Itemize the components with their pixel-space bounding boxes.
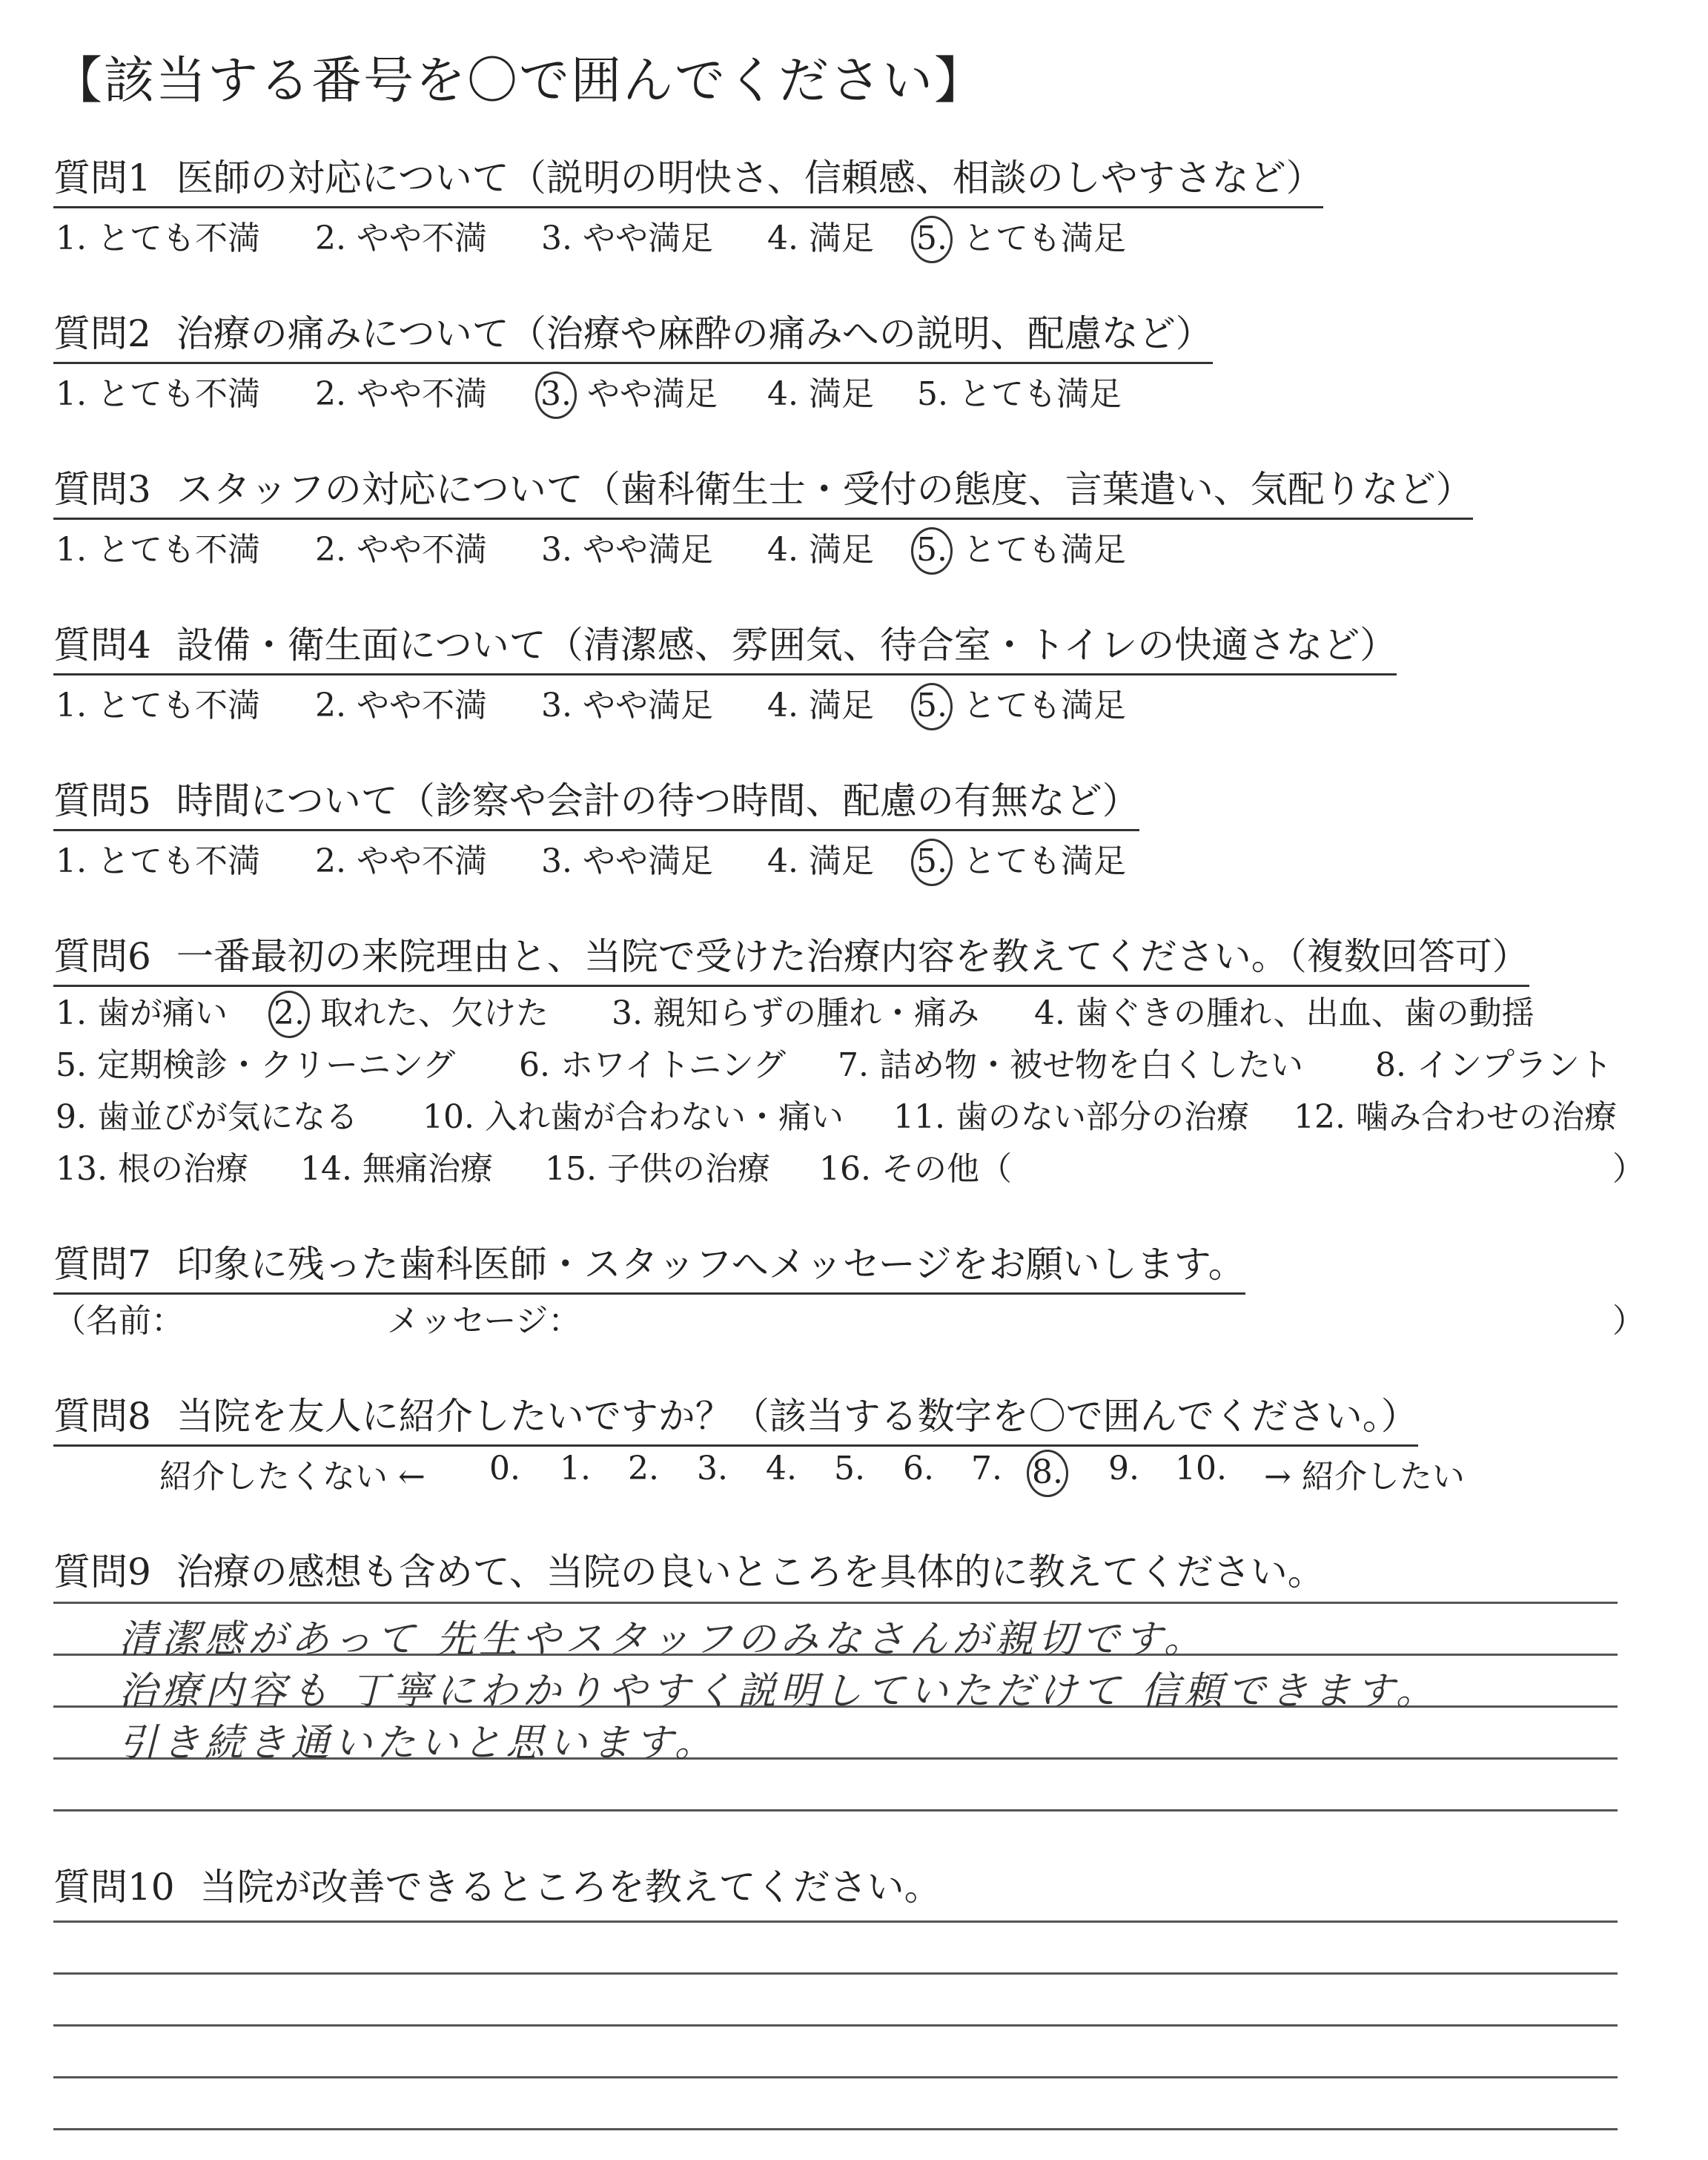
q6-option-10[interactable]: 10. 入れ歯が合わない・痛い <box>423 1098 844 1136</box>
q5-option-3[interactable]: 3. やや満足 <box>541 842 713 880</box>
q10-ruled-line <box>53 2076 1618 2078</box>
q8-scale-3[interactable]: 3. <box>697 1450 728 1487</box>
question-1-title: 質問1 医師の対応について（説明の明快さ、信頼感、相談のしやすさなど） <box>53 148 1323 208</box>
question-9-number: 質問9 <box>53 1550 151 1593</box>
q6-option-7[interactable]: 7. 詰め物・被せ物を白くしたい <box>838 1046 1303 1084</box>
q2-option-3-selected[interactable]: 3. やや満足 <box>541 367 718 419</box>
question-5 <box>53 771 1139 831</box>
q6-option-4[interactable]: 4. 歯ぐきの腫れ、出血、歯の動揺 <box>1034 994 1535 1032</box>
q6-option-5[interactable]: 5. 定期検診・クリーニング <box>56 1046 456 1084</box>
question-10 <box>53 1857 941 1911</box>
q7-close-paren: ） <box>1612 1302 1645 1340</box>
q3-option-3[interactable]: 3. やや満足 <box>541 531 713 569</box>
question-9 <box>53 1542 1325 1596</box>
question-3-title: 質問3 スタッフの対応について（歯科衛生士・受付の態度、言葉遣い、気配りなど） <box>53 460 1473 520</box>
q8-scale-7[interactable]: 7. <box>971 1450 1002 1487</box>
q7-message-label: メッセージ： <box>387 1302 581 1340</box>
question-7 <box>53 1235 1245 1295</box>
survey-page: 【該当する番号を〇で囲んでください】 質問1 医師の対応について（説明の明快さ、信頼感、相談のしやすさなど） 1. とても不満 2. やや不満 3. やや満足 4. 満足 5. とても満足 質問2 治療の痛みについて（治療や麻酔の痛みへの説明、配慮など） 1. とても不満 2. やや不満 3. やや満足 4. 満足 5. とても満足 質問3 スタッフの対応について（歯科衛生士・受付の態度、言葉遣い、気配りなど） 1. とても不満 2. やや不満 3. やや満足 4. 満足 5. とても満足 質問4 設備・衛生面について（清潔感、雰囲気、待合室・トイレの快適さなど） 1. とても不満 2. やや不満 3. やや満足 4. 満足 5. とても満足 質問5 時間について（診察や会計の待つ時間、配慮の有無など） 1. とても不満 2. やや不満 3. やや満足 4. 満足 5. とても満足 質問6 一番最初の来院理由と、当院で受けた治療内容を教えてください。（複数回答可） 1. 歯が痛い 2. 取れた、欠けた 3. 親知らずの腫れ・痛み 4. 歯ぐきの腫れ、出血、歯の動揺 5. 定期検診・クリーニング 6. ホワイトニング 7. 詰め物・被せ物を白くしたい 8. インプラント 9. 歯並びが気になる 10. 入れ歯が合わない・痛い 11. 歯のない部分の治療 12. 噛み合わせの治療 13. 根の治療 14. 無痛治療 15. 子供の治療 16. その他（ ） 質問7 印象に残った歯科医師・スタッフへメッセージをお願いします。 （名前： メッセージ： ） 質問8 当院を友人に紹介したいですか？（該当する数字を〇で囲んでください。） 紹介したくない ← 0. 1. 2. 3. 4. 5. 6. 7. 8. 9. 10. → 紹介したい 質問9 治療の感想も含めて、当院の良いところを具体的に教えてください。 清潔感があって 先生やスタッフのみなさんが親切です。 治療内容も 丁寧にわかりやすく説明していただけて 信頼できます。 引き続き通いたいと思います。 質問10 当院が改善できるところを教えてください。 <box>0 0 1708 2160</box>
q9-ruled-line <box>53 1602 1618 1604</box>
question-1 <box>53 148 1323 208</box>
q4-option-1[interactable]: 1. とても不満 <box>56 687 260 724</box>
q8-scale-10[interactable]: 10. <box>1175 1450 1227 1487</box>
question-6-title: 質問6 一番最初の来院理由と、当院で受けた治療内容を教えてください。（複数回答可） <box>53 927 1529 987</box>
q2-option-1[interactable]: 1. とても不満 <box>56 375 260 413</box>
q8-scale-5[interactable]: 5. <box>834 1450 865 1487</box>
q1-option-3[interactable]: 3. やや満足 <box>541 219 713 257</box>
q5-option-5-selected[interactable]: 5. とても満足 <box>917 834 1126 886</box>
q9-handwritten-line-3: 引き続き通いたいと思います。 <box>119 1721 718 1766</box>
q6-option-6[interactable]: 6. ホワイトニング <box>519 1046 787 1084</box>
q3-option-4[interactable]: 4. 満足 <box>767 531 874 569</box>
q6-option-1[interactable]: 1. 歯が痛い <box>56 994 228 1032</box>
q5-option-1[interactable]: 1. とても不満 <box>56 842 260 880</box>
q6-option-2-selected[interactable]: 2. 取れた、欠けた <box>274 986 549 1038</box>
q8-scale-2[interactable]: 2. <box>628 1450 659 1487</box>
q1-option-4[interactable]: 4. 満足 <box>767 219 874 257</box>
q2-option-4[interactable]: 4. 満足 <box>767 375 874 413</box>
q7-name-label: （名前： <box>53 1302 184 1340</box>
q2-option-2[interactable]: 2. やや不満 <box>315 375 487 413</box>
question-10-number: 質問10 <box>53 1866 175 1909</box>
question-4-title: 質問4 設備・衛生面について（清潔感、雰囲気、待合室・トイレの快適さなど） <box>53 615 1397 676</box>
q3-option-5-selected[interactable]: 5. とても満足 <box>917 523 1126 575</box>
q4-option-2[interactable]: 2. やや不満 <box>315 687 487 724</box>
question-9-title: 治療の感想も含めて、当院の良いところを具体的に教えてください。 <box>176 1550 1325 1593</box>
question-3 <box>53 460 1473 520</box>
q10-ruled-line <box>53 2128 1618 2130</box>
question-2-title: 質問2 治療の痛みについて（治療や麻酔の痛みへの説明、配慮など） <box>53 304 1213 364</box>
q8-scale-0[interactable]: 0. <box>489 1450 520 1487</box>
q6-option-12[interactable]: 12. 噛み合わせの治療 <box>1294 1098 1617 1136</box>
q8-scale-6[interactable]: 6. <box>903 1450 934 1487</box>
q6-option-15[interactable]: 15. 子供の治療 <box>545 1150 770 1188</box>
q3-option-2[interactable]: 2. やや不満 <box>315 531 487 569</box>
q5-option-4[interactable]: 4. 満足 <box>767 842 874 880</box>
q2-option-5[interactable]: 5. とても満足 <box>917 375 1122 413</box>
question-7-title: 質問7 印象に残った歯科医師・スタッフへメッセージをお願いします。 <box>53 1235 1245 1295</box>
q1-option-5-selected[interactable]: 5. とても満足 <box>917 211 1126 263</box>
q6-other-close-paren: ） <box>1612 1150 1645 1188</box>
question-2 <box>53 304 1213 364</box>
q8-scale-1[interactable]: 1. <box>560 1450 591 1487</box>
q4-option-5-selected[interactable]: 5. とても満足 <box>917 678 1126 730</box>
q1-option-1[interactable]: 1. とても不満 <box>56 219 260 257</box>
q8-right-label: → 紹介したい <box>1264 1458 1465 1496</box>
q6-option-8[interactable]: 8. インプラント <box>1375 1046 1612 1084</box>
q4-option-4[interactable]: 4. 満足 <box>767 687 874 724</box>
q10-ruled-line <box>53 1972 1618 1975</box>
question-10-title: 当院が改善できるところを教えてください。 <box>199 1866 941 1909</box>
q6-option-11[interactable]: 11. 歯のない部分の治療 <box>893 1098 1249 1136</box>
q10-ruled-line <box>53 1920 1618 1923</box>
q6-option-13[interactable]: 13. 根の治療 <box>56 1150 248 1188</box>
q6-option-14[interactable]: 14. 無痛治療 <box>300 1150 493 1188</box>
q8-scale-9[interactable]: 9. <box>1108 1450 1139 1487</box>
q1-option-2[interactable]: 2. やや不満 <box>315 219 487 257</box>
question-5-title: 質問5 時間について（診察や会計の待つ時間、配慮の有無など） <box>53 771 1139 831</box>
question-6 <box>53 927 1529 987</box>
q9-handwritten-line-1: 清潔感があって 先生やスタッフのみなさんが親切です。 <box>119 1617 1207 1662</box>
question-4 <box>53 615 1397 676</box>
q10-ruled-line <box>53 2024 1618 2027</box>
q6-option-16[interactable]: 16. その他（ <box>819 1150 1012 1188</box>
q6-option-3[interactable]: 3. 親知らずの腫れ・痛み <box>612 994 979 1032</box>
q4-option-3[interactable]: 3. やや満足 <box>541 687 713 724</box>
page-header: 【該当する番号を〇で囲んでください】 <box>52 52 987 110</box>
q8-left-label: 紹介したくない ← <box>159 1458 426 1496</box>
question-8-title: 質問8 当院を友人に紹介したいですか？（該当する数字を〇で囲んでください。） <box>53 1387 1418 1447</box>
q9-handwritten-line-2: 治療内容も 丁寧にわかりやすく説明していただけて 信頼できます。 <box>119 1669 1439 1714</box>
question-8 <box>53 1387 1418 1447</box>
q6-option-9[interactable]: 9. 歯並びが気になる <box>56 1098 358 1136</box>
q5-option-2[interactable]: 2. やや不満 <box>315 842 487 880</box>
q8-scale-4[interactable]: 4. <box>766 1450 797 1487</box>
q9-ruled-line <box>53 1809 1618 1811</box>
q3-option-1[interactable]: 1. とても不満 <box>56 531 260 569</box>
